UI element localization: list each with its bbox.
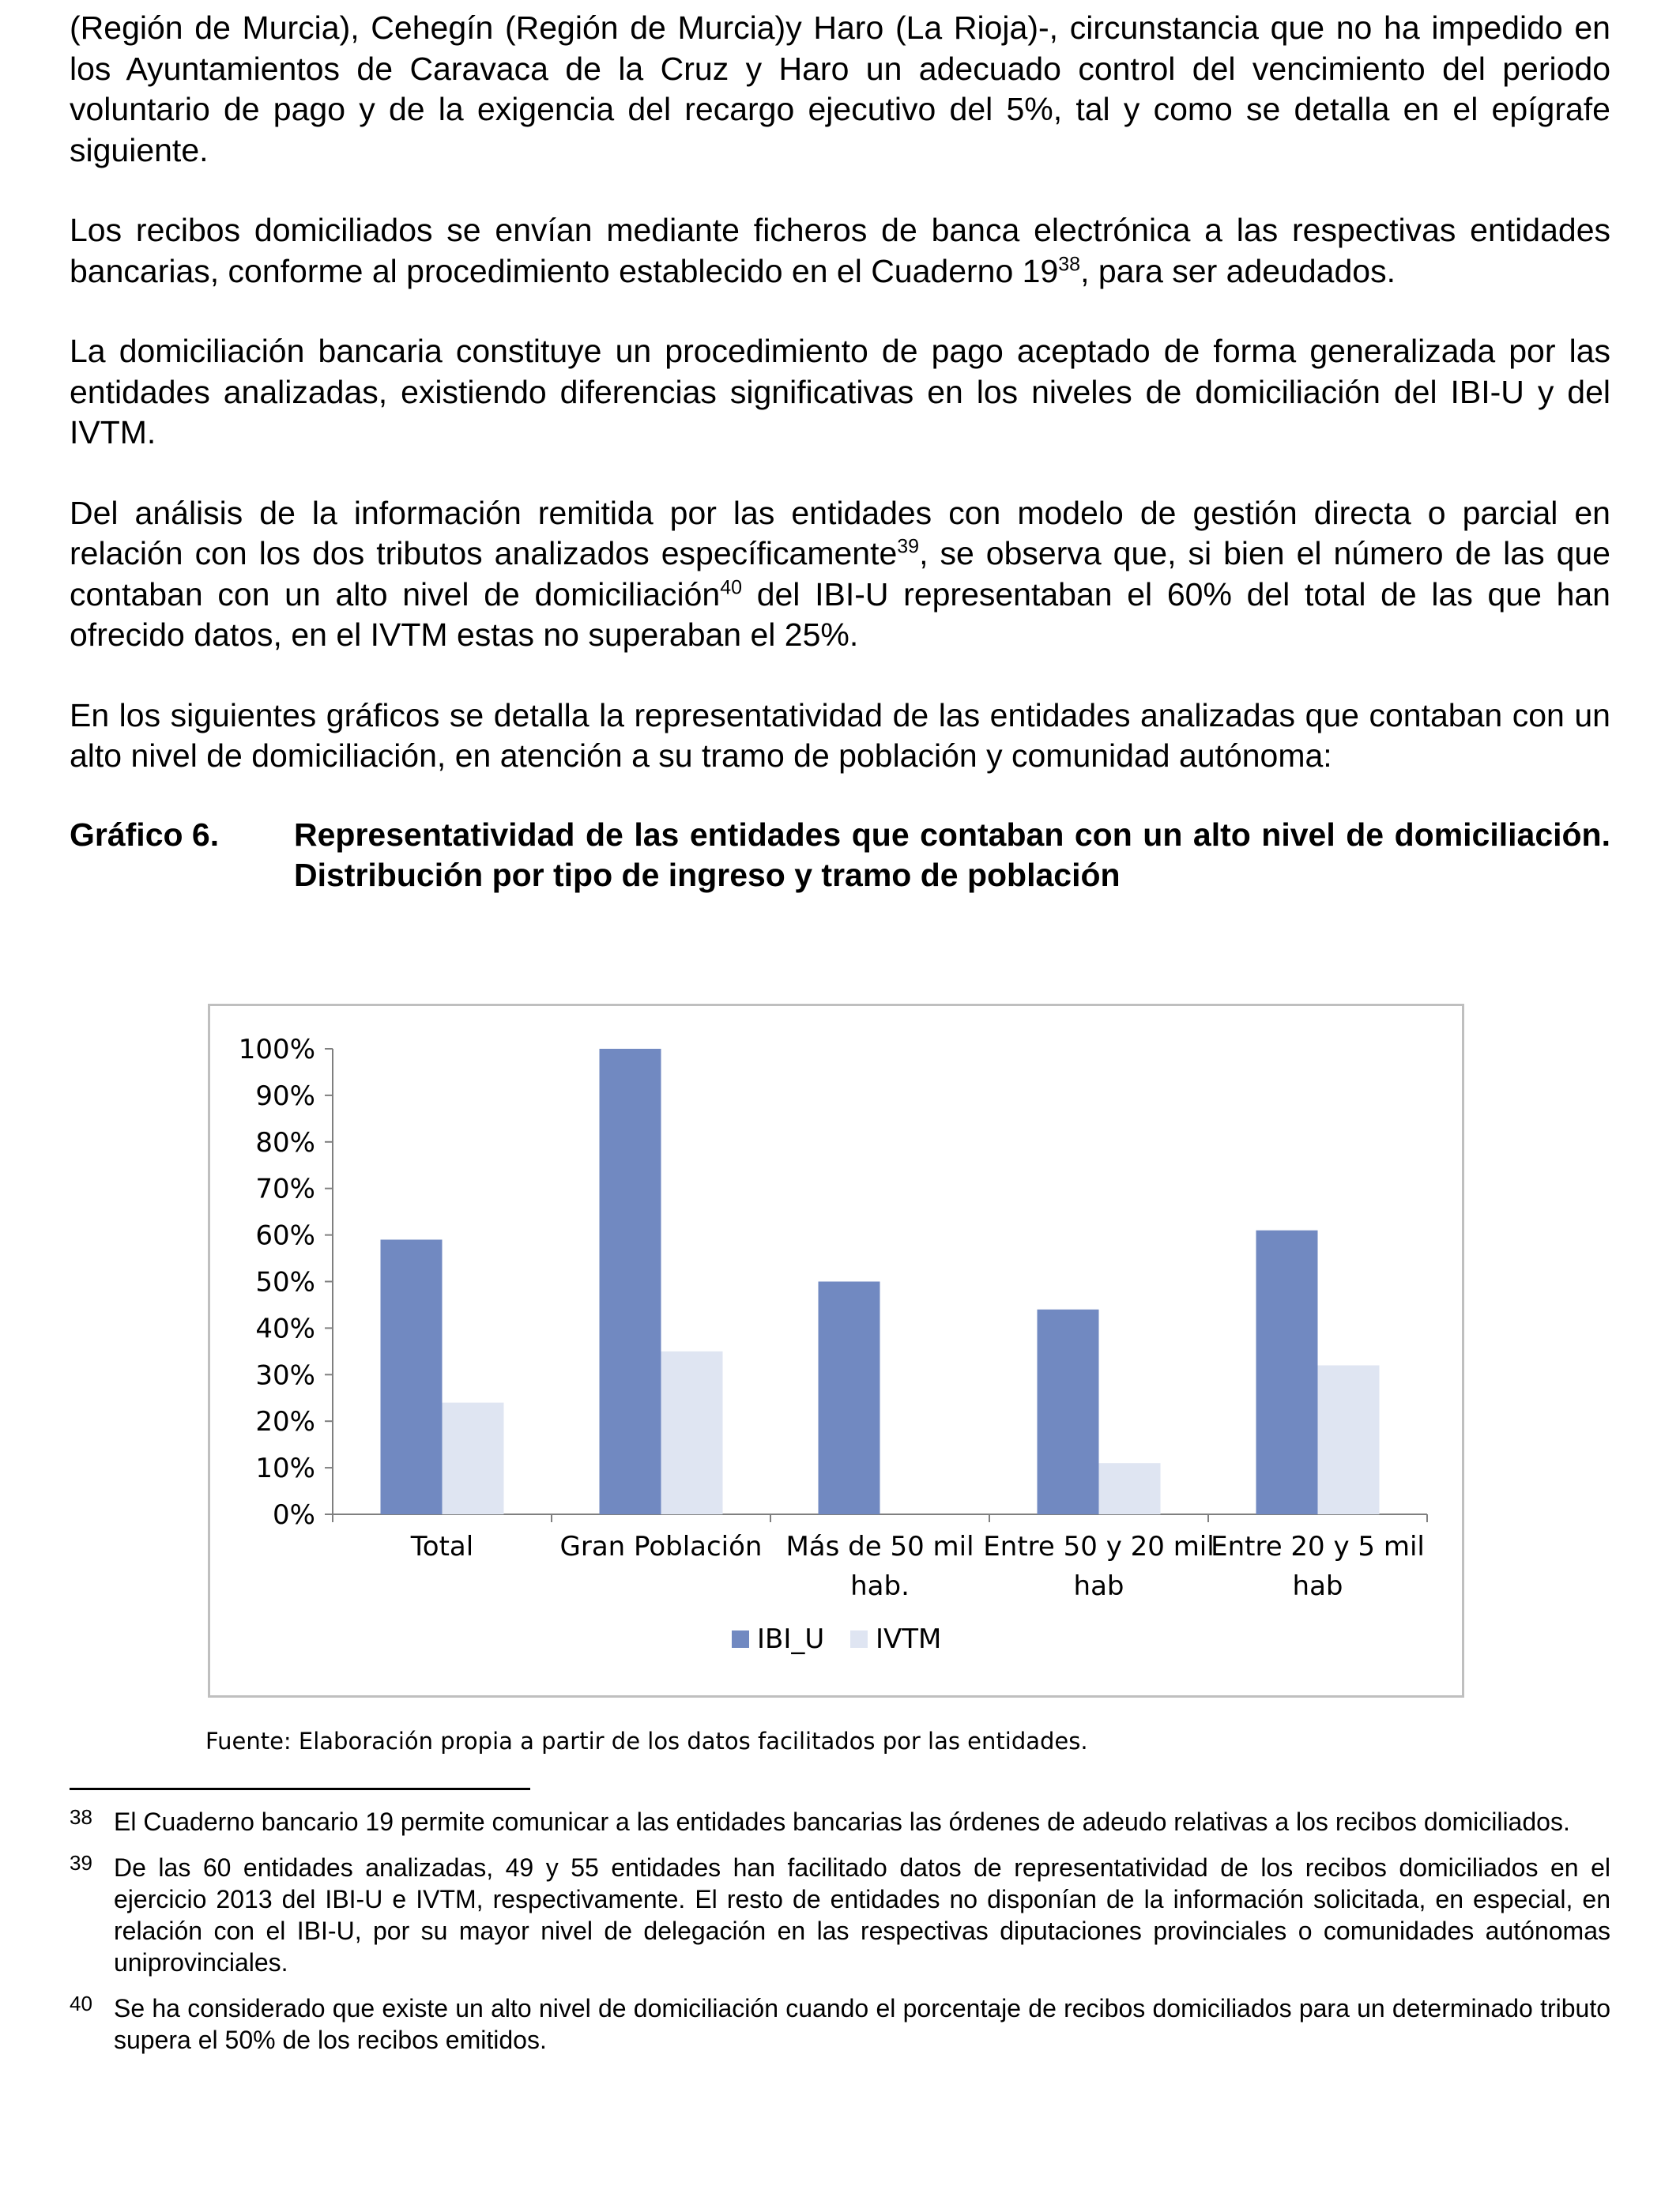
x-tick-label: Más de 50 mil: [785, 1531, 974, 1563]
x-tick-label: Entre 20 y 5 mil: [1211, 1531, 1425, 1563]
x-tick-label: hab: [1292, 1570, 1343, 1602]
y-tick-label: 30%: [255, 1359, 315, 1392]
footnote-text: El Cuaderno bancario 19 permite comunicar a las entidades bancarias las órdenes de adeudo relativas a los recibos domiciliados.: [114, 1808, 1570, 1836]
document-body: [70, 8, 1610, 895]
footnote-text: De las 60 entidades analizadas, 49 y 55 entidades han facilitado datos de representatividad de los recibos domiciliados en el ejercicio 2013 del IBI-U e IVTM, respectivamente. El resto de entidades no disponían de la información solicitada, en especial, en relación con el IBI-U, por su mayor nivel de delegación en las respectivas diputaciones provinciales o comunidades autónomas uniprovinciales.: [114, 1853, 1610, 1977]
footnote-number: 38: [70, 1805, 92, 1829]
paragraph-4: [70, 493, 1610, 656]
y-tick-label: 50%: [255, 1266, 315, 1299]
footnote-39: [70, 1852, 1610, 1978]
figure-title: Representatividad de las entidades que contaban con un alto nivel de domiciliación. Distribución por tipo de ingreso y tramo de población: [294, 816, 1610, 893]
y-tick-label: 60%: [255, 1220, 315, 1252]
x-tick-label: Gran Población: [559, 1531, 763, 1563]
footnotes: [70, 1806, 1610, 2070]
bar-ibi-u: [600, 1049, 661, 1514]
bar-ivtm: [443, 1403, 504, 1514]
bar-ibi-u: [1038, 1310, 1099, 1514]
footnote-38: [70, 1806, 1610, 1838]
y-tick-label: 70%: [255, 1173, 315, 1205]
figure-source: Fuente: Elaboración propia a partir de los datos facilitados por las entidades.: [205, 1728, 1088, 1755]
paragraph-4-text-b: , se observa que, si bien el número de las que contaban con un alto nivel de domiciliación: [70, 535, 1610, 613]
paragraph-5: En los siguientes gráficos se detalla la representatividad de las entidades analizadas que contaban con un alto nivel de domiciliación, en atención a su tramo de población y comunidad autónoma:: [70, 696, 1610, 774]
figure-heading: [70, 815, 1610, 895]
footnote-number: 39: [70, 1851, 92, 1875]
chart-svg: [210, 1006, 1467, 1700]
figure-label: Gráfico 6.: [70, 816, 220, 853]
bar-chart: [208, 1004, 1464, 1698]
footnote-text: Se ha considerado que existe un alto nivel de domiciliación cuando el porcentaje de recibos domiciliados para un determinado tributo supera el 50% de los recibos emitidos.: [114, 1994, 1610, 2054]
y-tick-label: 0%: [273, 1499, 315, 1531]
x-tick-label: hab.: [850, 1570, 910, 1602]
x-tick-label: Entre 50 y 20 mil: [983, 1531, 1215, 1563]
y-tick-label: 40%: [255, 1313, 315, 1345]
legend-swatch: [732, 1630, 749, 1648]
legend-swatch: [850, 1630, 868, 1648]
paragraph-2-text-b: , para ser adeudados.: [1080, 252, 1396, 289]
bar-ibi-u: [1256, 1231, 1318, 1514]
x-tick-label: Total: [410, 1531, 474, 1563]
footnote-ref-39: 39: [897, 535, 920, 558]
bar-ivtm: [661, 1351, 723, 1514]
paragraph-4-text-c: del IBI-U representaban el 60% del total de las que han ofrecido datos, en el IVTM estas no superaban el 25%.: [70, 575, 1610, 653]
footnote-ref-38: 38: [1058, 252, 1081, 275]
footnote-separator: [70, 1788, 530, 1790]
y-tick-label: 100%: [238, 1034, 315, 1065]
y-tick-label: 10%: [255, 1453, 315, 1485]
paragraph-2: [70, 210, 1610, 292]
bar-ivtm: [1099, 1463, 1161, 1514]
legend-label: IVTM: [876, 1623, 942, 1655]
paragraph-2-text-a: Los recibos domiciliados se envían mediante ficheros de banca electrónica a las respectivas entidades bancarias, conforme al procedimiento establecido en el Cuaderno 19: [70, 212, 1610, 289]
paragraph-4-text-a: Del análisis de la información remitida por las entidades con modelo de gestión directa o parcial en relación con los dos tributos analizados específicamente: [70, 494, 1610, 571]
x-tick-label: hab: [1073, 1570, 1124, 1602]
footnote-ref-40: 40: [720, 575, 743, 598]
footnote-number: 40: [70, 1992, 92, 2015]
y-tick-label: 20%: [255, 1406, 315, 1438]
bar-ibi-u: [381, 1239, 443, 1514]
legend-label: IBI_U: [757, 1623, 825, 1655]
paragraph-1: (Región de Murcia), Cehegín (Región de Murcia)y Haro (La Rioja)-, circunstancia que no ha impedido en los Ayuntamientos de Caravaca de la Cruz y Haro un adecuado control del vencimiento del periodo voluntario de pago y de la exigencia del recargo ejecutivo del 5%, tal y como se detalla en el epígrafe siguiente.: [70, 9, 1610, 168]
y-tick-label: 80%: [255, 1126, 315, 1159]
footnote-40: [70, 1992, 1610, 2056]
y-tick-label: 90%: [255, 1080, 315, 1112]
bar-ivtm: [1318, 1366, 1380, 1514]
bar-ibi-u: [819, 1282, 880, 1515]
paragraph-3: La domiciliación bancaria constituye un procedimiento de pago aceptado de forma generalizada por las entidades analizadas, existiendo diferencias significativas en los niveles de domiciliación del IBI-U y del IVTM.: [70, 333, 1610, 450]
